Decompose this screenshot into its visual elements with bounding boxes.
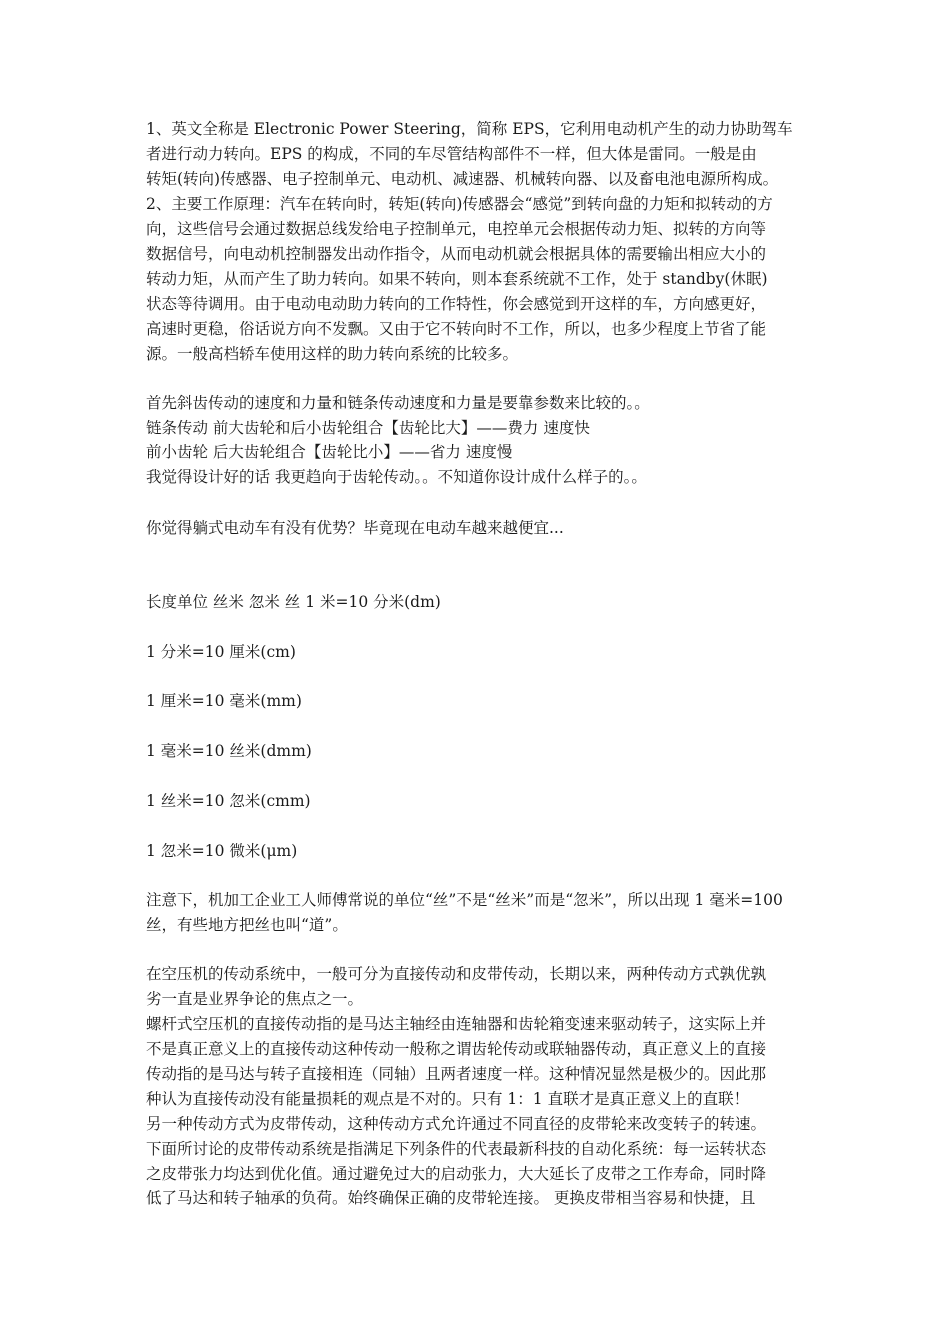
para1-line: 向，这些信号会通过数据总线发给电子控制单元，电控单元会根据传动力矩、拟转的方向等 [146, 220, 767, 238]
para2-line: 我觉得设计好的话 我更趋向于齿轮传动。。不知道你设计成什么样子的。。 [146, 468, 647, 486]
units-line: 1 厘米=10 毫米(mm) [146, 692, 302, 710]
para2-line: 前小齿轮 后大齿轮组合【齿轮比小】——省力 速度慢 [146, 443, 513, 461]
units-line: 1 分米=10 厘米(cm) [146, 643, 296, 661]
para4-line: 不是真正意义上的直接传动这种传动一般称之谓齿轮传动或联轴器传动，真正意义上的直接 [146, 1040, 767, 1058]
para4-line: 低了马达和转子轴承的负荷。始终确保正确的皮带轮连接。 更换皮带相当容易和快捷，且 [146, 1189, 756, 1207]
para2-line: 首先斜齿传动的速度和力量和链条传动速度和力量是要靠参数来比较的。。 [146, 394, 650, 412]
units-line: 1 丝米=10 忽米(cmm) [146, 792, 311, 810]
note-line: 注意下，机加工企业工人师傅常说的单位“丝”不是“丝米”而是“忽米”，所以出现 1 毫米=100 [146, 891, 783, 909]
note-line: 丝，有些地方把丝也叫“道”。 [146, 916, 348, 934]
para1-line: 数据信号，向电动机控制器发出动作指令，从而电动机就会根据具体的需要输出相应大小的 [146, 245, 767, 263]
para4-line: 种认为直接传动没有能量损耗的观点是不对的。只有 1：1 直联才是真正意义上的直联！ [146, 1090, 750, 1108]
para1-line: 1、英文全称是 Electronic Power Steering，简称 EPS，它利用电动机产生的动力协助驾车 [146, 120, 793, 138]
para1-line: 转动力矩，从而产生了助力转向。如果不转向，则本套系统就不工作，处于 standby(休眠) [146, 270, 768, 288]
units-line: 长度单位 丝米 忽米 丝 1 米=10 分米(dm) [146, 593, 441, 611]
para1-line: 高速时更稳，俗话说方向不发飘。又由于它不转向时不工作，所以，也多少程度上节省了能 [146, 320, 767, 338]
para1-line: 者进行动力转向。EPS 的构成，不同的车尽管结构部件不一样，但大体是雷同。一般是由 [146, 145, 757, 163]
para4-line: 另一种传动方式为皮带传动，这种传动方式允许通过不同直径的皮带轮来改变转子的转速。 [146, 1115, 767, 1133]
para4-line: 螺杆式空压机的直接传动指的是马达主轴经由连轴器和齿轮箱变速来驱动转子，这实际上并 [146, 1015, 767, 1033]
para4-line: 之皮带张力均达到优化值。通过避免过大的启动张力，大大延长了皮带之工作寿命，同时降 [146, 1165, 767, 1183]
para3-line: 你觉得躺式电动车有没有优势？毕竟现在电动车越来越便宜... [146, 519, 564, 537]
para4-line: 劣一直是业界争论的焦点之一。 [146, 990, 364, 1008]
para4-line: 下面所讨论的皮带传动系统是指满足下列条件的代表最新科技的自动化系统：每一运转状态 [146, 1140, 767, 1158]
units-line: 1 忽米=10 微米(μm) [146, 842, 298, 860]
para4-line: 传动指的是马达与转子直接相连（同轴）且两者速度一样。这种情况显然是极少的。因此那 [146, 1065, 767, 1083]
para1-line: 转矩(转向)传感器、电子控制单元、电动机、减速器、机械转向器、以及畜电池电源所构成。 [146, 170, 779, 188]
para1-line: 源。一般高档轿车使用这样的助力转向系统的比较多。 [146, 345, 519, 363]
para4-line: 在空压机的传动系统中，一般可分为直接传动和皮带传动，长期以来，两种传动方式孰优孰 [146, 965, 767, 983]
para1-line: 2、主要工作原理：汽车在转向时，转矩(转向)传感器会“感觉”到转向盘的力矩和拟转动的方 [146, 195, 773, 213]
units-line: 1 毫米=10 丝米(dmm) [146, 742, 312, 760]
para1-line: 状态等待调用。由于电动电动助力转向的工作特性，你会感觉到开这样的车，方向感更好， [146, 295, 767, 313]
para2-line: 链条传动 前大齿轮和后小齿轮组合【齿轮比大】——费力 速度快 [146, 419, 590, 437]
